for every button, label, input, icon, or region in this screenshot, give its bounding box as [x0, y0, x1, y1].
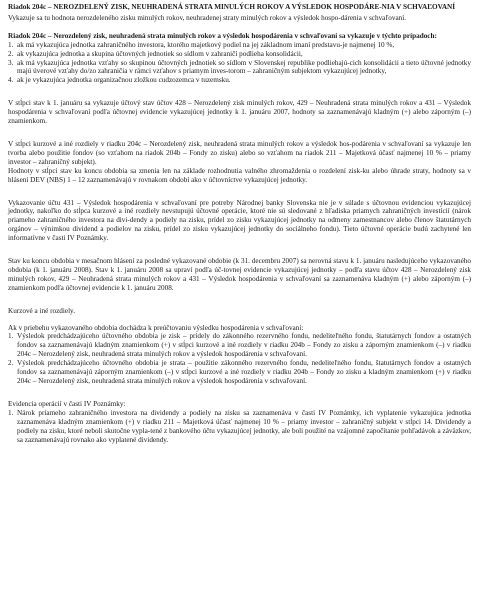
- list-item: 1. Výsledok predchádzajúceho účtovného obdobia je zisk – prídely do zákonného rezervného fondu, nedeliteľného fondu, štatutárnych fondov a ostatných fondov sa zaznamenávajú kladným znamienkom (+) v stĺpci kurzové a iné rozdiely v riadku 204b – Fondy zo zisku a záporným znamienkom (–) v riadku 204c – Nerozdelený zisk, neuhradená strata minulých rokov a výsledok hospodárenia v schvaľovaní.: [8, 332, 471, 359]
- document-title: Riadok 204c – NEROZDELENÝ ZISK, NEUHRADENÁ STRATA MINULÝCH ROKOV A VÝSLEDOK HOSPODÁRE-NIA V SCHVAĽOVANÍ: [8, 3, 456, 11]
- spacer: [8, 23, 471, 32]
- spacer: [8, 293, 471, 307]
- spacer: [8, 85, 471, 99]
- list-item-text: ak má vykazujúca jednotka zahraničného investora, ktorého majetkový podiel na jej základnom imaní predstavu-je najmenej 10 %,: [17, 40, 395, 49]
- list-item-text: Výsledok predchádzajúceho účtovného obdobia je strata – použitie zákonného rezervného fondu, nedeliteľného fondu, štatutárnych fondov a ostatných fondov sa zaznamenávajú záporným znamienkom (–) v stĺpci kurzové a iné rozdiely v riadku 204b – Fondy zo zisku a kladným znamienkom (+) v riadku 204c – Nerozdelený zisk, neuhradená strata minulých rokov a výsledok hospodárenia v schvaľovaní.: [17, 359, 471, 385]
- list-item-text: ak vykazujúca jednotka a skupina účtovných jednotiek so sídlom v zahraničí podlieha konsolidácii,: [17, 49, 303, 58]
- list-item: 1. Nárok priameho zahraničného investora na dividendy a podiely na zisku sa zaznamenáva v časti IV Poznámky, ich vyplatenie vykazujúca jednotka zaznamenáva kladným znamienkom (+) v riadku 211 – Majetková účasť najmenej 10 % – priamy investor – zahraničný subjekt v stĺpci 14. Dividendy a podiely na zisku, ktoré neboli skutočne vypla-tené z bankového účtu vykazujúcej jednotky, ale boli použité na vzájomné započítanie pohľadávok a záväzkov, sa zaznamenávajú rovnako ako vyplatené dividendy.: [8, 408, 471, 444]
- list-item: 2. Výsledok predchádzajúceho účtovného obdobia je strata – použitie zákonného rezervného fondu, nedeliteľného fondu, štatutárnych fondov a ostatných fondov sa zaznamenávajú záporným znamienkom (–) v stĺpci kurzové a iné rozdiely v riadku 204b – Fondy zo zisku a kladným znamienkom (+) v riadku 204c – Nerozdelený zisk, neuhradená strata minulých rokov a výsledok hospodárenia v schvaľovaní.: [8, 359, 471, 385]
- paragraph-year-end: Stav ku koncu obdobia v mesačnom hlásení za posledné vykazované obdobie (k 31. decembru 2007) sa nerovná stavu k 1. januáru nasledujúceho vykazovaného obdobia (k 1. januáru 2008). Stav k 1. januáru 2008 sa upraví podľa úč-tovnej evidencie vykazujúcej jednotky – podľa stavu účtov 428 – Nerozdelený zisk minulých rokov, 429 – Neuhradená strata minulých rokov a 431 – Výsledok hospodárenia v schvaľovaní sa zaznamenáva kladným (+) alebo záporným (–) znamienkom podľa účtovnej evidencie k 1. januáru 2008.: [8, 257, 471, 292]
- list-item: 4. ak je vykazujúca jednotka organizačnou zložkou cudzozemca v tuzemsku.: [8, 76, 231, 85]
- paragraph-end-balance: Hodnoty v stĺpci stav ku koncu obdobia sa zmenia len na základe rozhodnutia valného zhromaždenia o rozdelení zisk-ku alebo úhrade straty, hodnoty sa v hlásení DEV (NBS) 1 – 12 zaznamenávajú v rovnakom období ako v účtovníctve vykazujúcej jednotky.: [8, 166, 471, 184]
- spacer: [8, 126, 471, 140]
- paragraph-exchange-differences: V stĺpci kurzové a iné rozdiely v riadku 204c – Nerozdelený zisk, neuhradená strata minulých rokov a výsledok hos-podárenia v schvaľovaní sa vykazuje len tvorba alebo použitie fondov (so vzťahom na riadok 204b – Fondy zo zisku) alebo so vzťahom na riadok 211 – Majetková účasť najmenej 10 % – priamy investor – zahraničný subjekt).: [8, 139, 471, 166]
- section3-list: [8, 409, 471, 445]
- list-item-text: ak má vykazujúca jednotka vzťahy so skupinou účtovných jednotiek so sídlom v Slovenskej republike podliehajú-cich konsolidácii a tieto účtovné jednotky majú úverové vzťahy do/zo zahraničia v rámci vzťahov s priamym inves-torom – zahraničným subjektom vykazujúcej jednotky,: [17, 58, 471, 76]
- list-item-text: ak je vykazujúca jednotka organizačnou zložkou cudzozemca v tuzemsku.: [17, 76, 231, 85]
- section2-heading: Kurzové a iné rozdiely.: [8, 306, 75, 315]
- spacer: [8, 185, 471, 199]
- list-item: 1. ak má vykazujúca jednotka zahraničného investora, ktorého majetkový podiel na jej základnom imaní predstavu-je najmenej 10 %,: [8, 40, 395, 49]
- spacer: [8, 243, 471, 257]
- list-item-text: Nárok priameho zahraničného investora na dividendy a podiely na zisku sa zaznamenáva v časti IV Poznámky, ich vyplatenie vykazujúca jednotka zaznamenáva kladným znamienkom (+) v riadku 211 – Majetková účasť najmenej 10 % – priamy investor – zahraničný subjekt v stĺpci 14. Dividendy a podiely na zisku, ktoré neboli skutočne vypla-tené z bankového účtu vykazujúcej jednotky, ale boli použité na vzájomné započítanie pohľadávok a záväzkov, sa zaznamenávajú rovnako ako vyplatené dividendy.: [17, 408, 471, 444]
- intro-paragraph: Vykazuje sa tu hodnota nerozdeleného zisku minulých rokov, neuhradenej straty minulých rokov a výsledok hospo-dárenia v schvaľovaní.: [8, 13, 407, 22]
- list-item: 2. ak vykazujúca jednotka a skupina účtovných jednotiek so sídlom v zahraničí podlieha konsolidácii,: [8, 49, 303, 58]
- list-item: 3. ak má vykazujúca jednotka vzťahy so skupinou účtovných jednotiek so sídlom v Slovenskej republike podliehajú-cich konsolidácii a tieto účtovné jednotky majú úverové vzťahy do/zo zahraničia v rámci vzťahov s priamym inves-torom – zahraničným subjektom vykazujúcej jednotky,: [8, 58, 471, 76]
- section1-heading: Riadok 204c – Nerozdelený zisk, neuhradená strata minulých rokov a výsledok hospodárenia v schvaľovaní sa vykazuje v týchto prípadoch:: [8, 31, 437, 40]
- spacer: [8, 386, 471, 400]
- paragraph-account-431: Vykazovanie účtu 431 – Výsledok hospodárenia v schvaľovaní pre potreby Národnej banky Slovenska nie je v súlade s účtovnou evidenciou vykazujúcej jednotky, nakoľko do stĺpca kurzové a iné rozdiely nevstupujú účtovné operácie, ktoré nie sú sledované z hľadiska priamych zahraničných investícií (nárok priameho zahraničného investora na divi-dendy a podiely na zisku, prídel zo zisku vykazujúcej jednotky na odmeny zamestnancov alebo členov štatutárnych orgánov – výnimkou dividend a podielov na zisku, prídel zo zisku vykazujúcej jednotky do sociálneho fondu). Tieto účtovné operácie budú zachytené len informatívne v časti IV Poznámky.: [8, 198, 471, 243]
- section2-list: [8, 332, 471, 385]
- spacer: [8, 316, 471, 324]
- section3-heading: Evidencia operácií v časti IV Poznámky:: [8, 399, 126, 408]
- section2-lead: Ak v priebehu vykazovaného obdobia dochádza k preúčtovaniu výsledku hospodárenia v schvaľovaní:: [8, 323, 304, 332]
- section1-list: [8, 41, 471, 86]
- list-item-text: Výsledok predchádzajúceho účtovného obdobia je zisk – prídely do zákonného rezervného fondu, nedeliteľného fondu, štatutárnych fondov a ostatných fondov sa zaznamenávajú kladným znamienkom (+) v stĺpci kurzové a iné rozdiely v riadku 204b – Fondy zo zisku a záporným znamienkom (–) v riadku 204c – Nerozdelený zisk, neuhradená strata minulých rokov a výsledok hospodárenia v schvaľovaní.: [17, 332, 471, 359]
- paragraph-opening-balance: V stĺpci stav k 1. januáru sa vykazuje účtový stav účtov 428 – Nerozdelený zisk minulých rokov, 429 – Neuhradená strata minulých rokov a 431 – Výsledok hospodárenia v schvaľovaní podľa účtovnej evidencie vykazujúcej jednotky k 1. januáru 2007, hodnoty sa zaznamenávajú kladným (+) alebo záporným (–) znamienkom.: [8, 99, 471, 126]
